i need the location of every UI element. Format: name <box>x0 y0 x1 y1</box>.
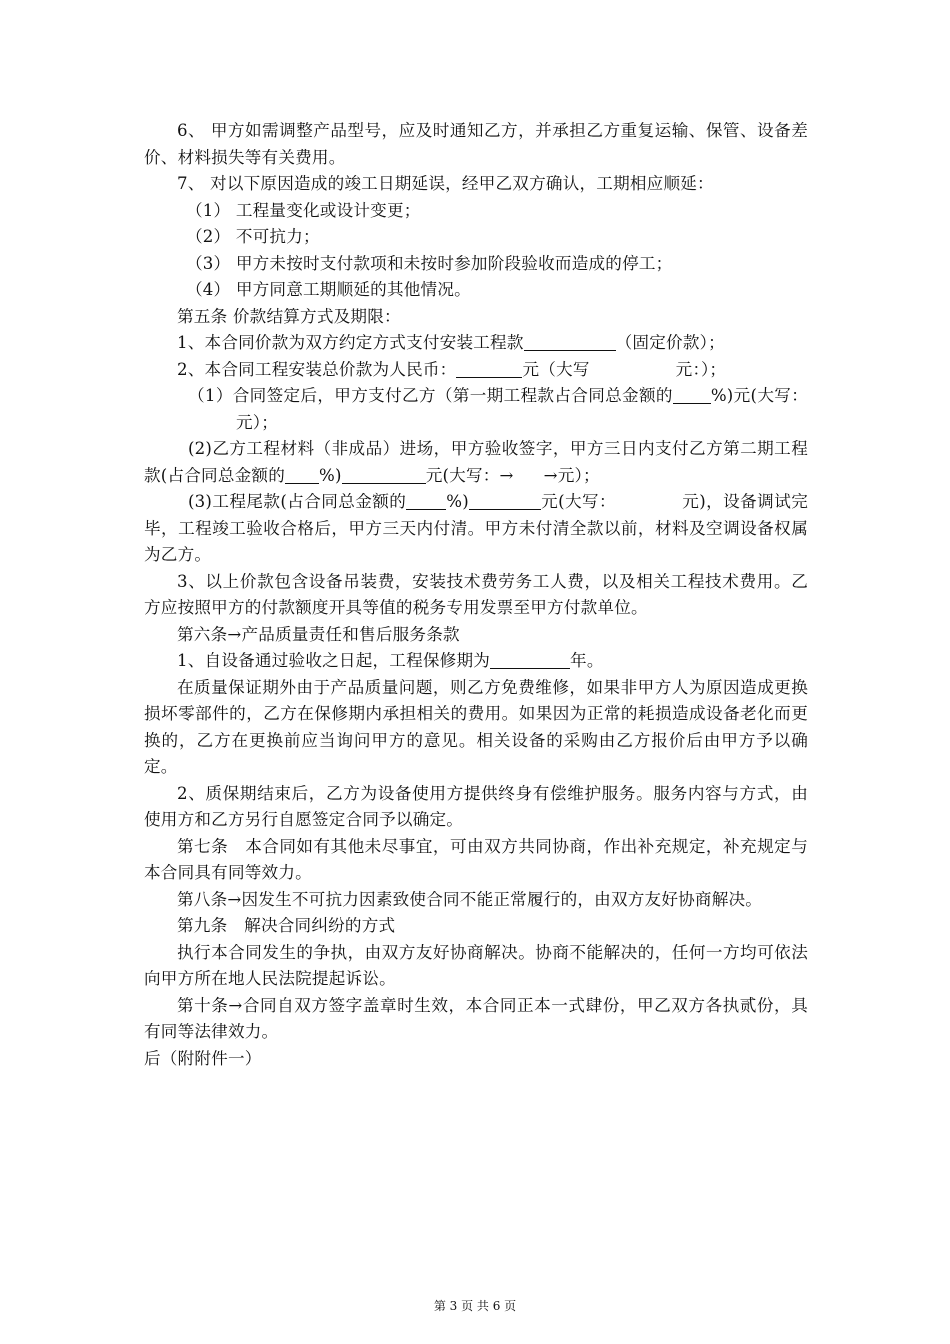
fill-in-blank[interactable] <box>342 465 426 484</box>
clause-text: %)元(大写： <box>710 386 808 405</box>
attachment-note <box>144 1046 808 1073</box>
clause-text: 元（大写 <box>522 359 590 379</box>
clause-text: %) <box>319 465 342 485</box>
fill-in-blank[interactable] <box>285 465 319 484</box>
clause-text: 在质量保证期外由于产品质量问题，则乙方免费维修，如果非甲方人为原因造成更换损坏零部件的，乙方在保修期内承担相关的费用。如果因为正常的耗损造成设备老化而更换的，乙方在更换前应当询问甲方的意见。相关设备的采购由乙方报价后由甲方予以确定。 <box>144 677 808 776</box>
clause-text: 后（附附件一） <box>144 1048 262 1068</box>
fill-in-blank[interactable] <box>456 359 522 378</box>
clause-text: 2、质保期结束后，乙方为设备使用方提供终身有偿维护服务。服务内容与方式，由使用方和乙方另行自愿签定合同予以确定。 <box>144 783 808 829</box>
article-6-heading <box>144 622 808 649</box>
price-clause-3 <box>144 569 808 622</box>
clause-text: 元：）； <box>675 359 727 379</box>
clause-text: 第十条→合同自双方签字盖章时生效，本合同正本一式肆份，甲乙双方各执贰份，具有同等法律效力。 <box>144 995 808 1041</box>
payment-stage-2 <box>144 436 808 489</box>
list-item-text: （1） 工程量变化或设计变更； <box>186 200 421 220</box>
clause-text: 元(大写：→ <box>425 465 514 485</box>
article-7 <box>144 834 808 887</box>
clause-text: 第七条 本合同如有其他未尽事宜，可由双方共同协商，作出补充规定，补充规定与本合同具有同等效力。 <box>144 836 808 882</box>
dispute-resolution <box>144 940 808 993</box>
contract-body <box>144 118 808 1072</box>
heading-text: 第九条 解决合同纠纷的方式 <box>177 916 396 935</box>
clause-text: 3、以上价款包含设备吊装费，安装技术费劳务工人费，以及相关工程技术费用。乙方应按照甲方的付款额度开具等值的税务专用发票至甲方付款单位。 <box>144 571 808 617</box>
heading-text: 第五条 价款结算方式及期限： <box>177 306 401 326</box>
warranty-detail <box>144 675 808 781</box>
article-5-heading <box>144 304 808 331</box>
fill-in-blank[interactable] <box>524 332 616 351</box>
list-item-text: （2） 不可抗力； <box>186 227 320 246</box>
list-item-2 <box>144 224 808 251</box>
clause-text: （固定价款）； <box>615 333 725 352</box>
payment-stage-1 <box>144 383 808 436</box>
clause-text: 元）； <box>236 412 279 432</box>
clause-text: 1、本合同价款为双方约定方式支付安装工程款 <box>177 333 524 352</box>
price-clause-2 <box>144 357 808 384</box>
paragraph-text: 7、 对以下原因造成的竣工日期延误，经甲乙双方确认，工期相应顺延： <box>177 174 714 193</box>
clause-text: 年。 <box>570 651 604 670</box>
clause-text: (2)乙方工程材料（非成品）进场，甲方验收签字，甲方三日内支付乙方第二期工程款(占合同总金额的 <box>144 439 808 485</box>
clause-text: 元(大写： <box>540 492 617 511</box>
warranty-clause-1 <box>144 648 808 675</box>
paragraph-item-6 <box>144 118 808 171</box>
list-item-text: （3） 甲方未按时支付款项和未按时参加阶段验收而造成的停工； <box>186 253 673 273</box>
article-8 <box>144 887 808 914</box>
clause-text: →元）； <box>543 465 600 485</box>
clause-text: 2、本合同工程安装总价款为人民币： <box>177 359 457 379</box>
list-item-text: （4） 甲方同意工期顺延的其他情况。 <box>186 280 471 299</box>
clause-text: 1、自设备通过验收之日起，工程保修期为 <box>177 651 491 670</box>
list-item-1 <box>144 198 808 225</box>
list-item-4 <box>144 277 808 304</box>
list-item-3 <box>144 251 808 278</box>
price-clause-1 <box>144 330 808 357</box>
paragraph-item-7 <box>144 171 808 198</box>
clause-text: 元)，设备调试完毕，工程竣工验收合格后，甲方三天内付清。甲方未付清全款以前，材料及空调设备权属为乙方。 <box>144 492 808 564</box>
fill-in-blank[interactable] <box>490 650 570 669</box>
article-10 <box>144 993 808 1046</box>
paragraph-text: 6、 甲方如需调整产品型号，应及时通知乙方，并承担乙方重复运输、保管、设备差价、材料损失等有关费用。 <box>144 121 808 167</box>
page-number: 第 3 页 共 6 页 <box>433 1299 517 1313</box>
payment-stage-3 <box>144 489 808 569</box>
clause-text: 执行本合同发生的争执，由双方友好协商解决。协商不能解决的，任何一方均可依法向甲方所在地人民法院提起诉讼。 <box>144 942 808 988</box>
heading-text: 第六条→产品质量责任和售后服务条款 <box>177 624 460 644</box>
clause-text: %) <box>446 492 469 511</box>
clause-text: （1）合同签定后，甲方支付乙方（第一期工程款占合同总金额的 <box>188 386 673 405</box>
fill-in-blank[interactable] <box>406 491 446 510</box>
article-9-heading <box>144 913 808 940</box>
clause-text: (3)工程尾款(占合同总金额的 <box>188 492 407 511</box>
warranty-clause-2 <box>144 781 808 834</box>
fill-in-blank[interactable] <box>469 491 541 510</box>
clause-text: 第八条→因发生不可抗力因素致使合同不能正常履行的，由双方友好协商解决。 <box>177 889 763 909</box>
fill-in-blank[interactable] <box>673 385 711 404</box>
